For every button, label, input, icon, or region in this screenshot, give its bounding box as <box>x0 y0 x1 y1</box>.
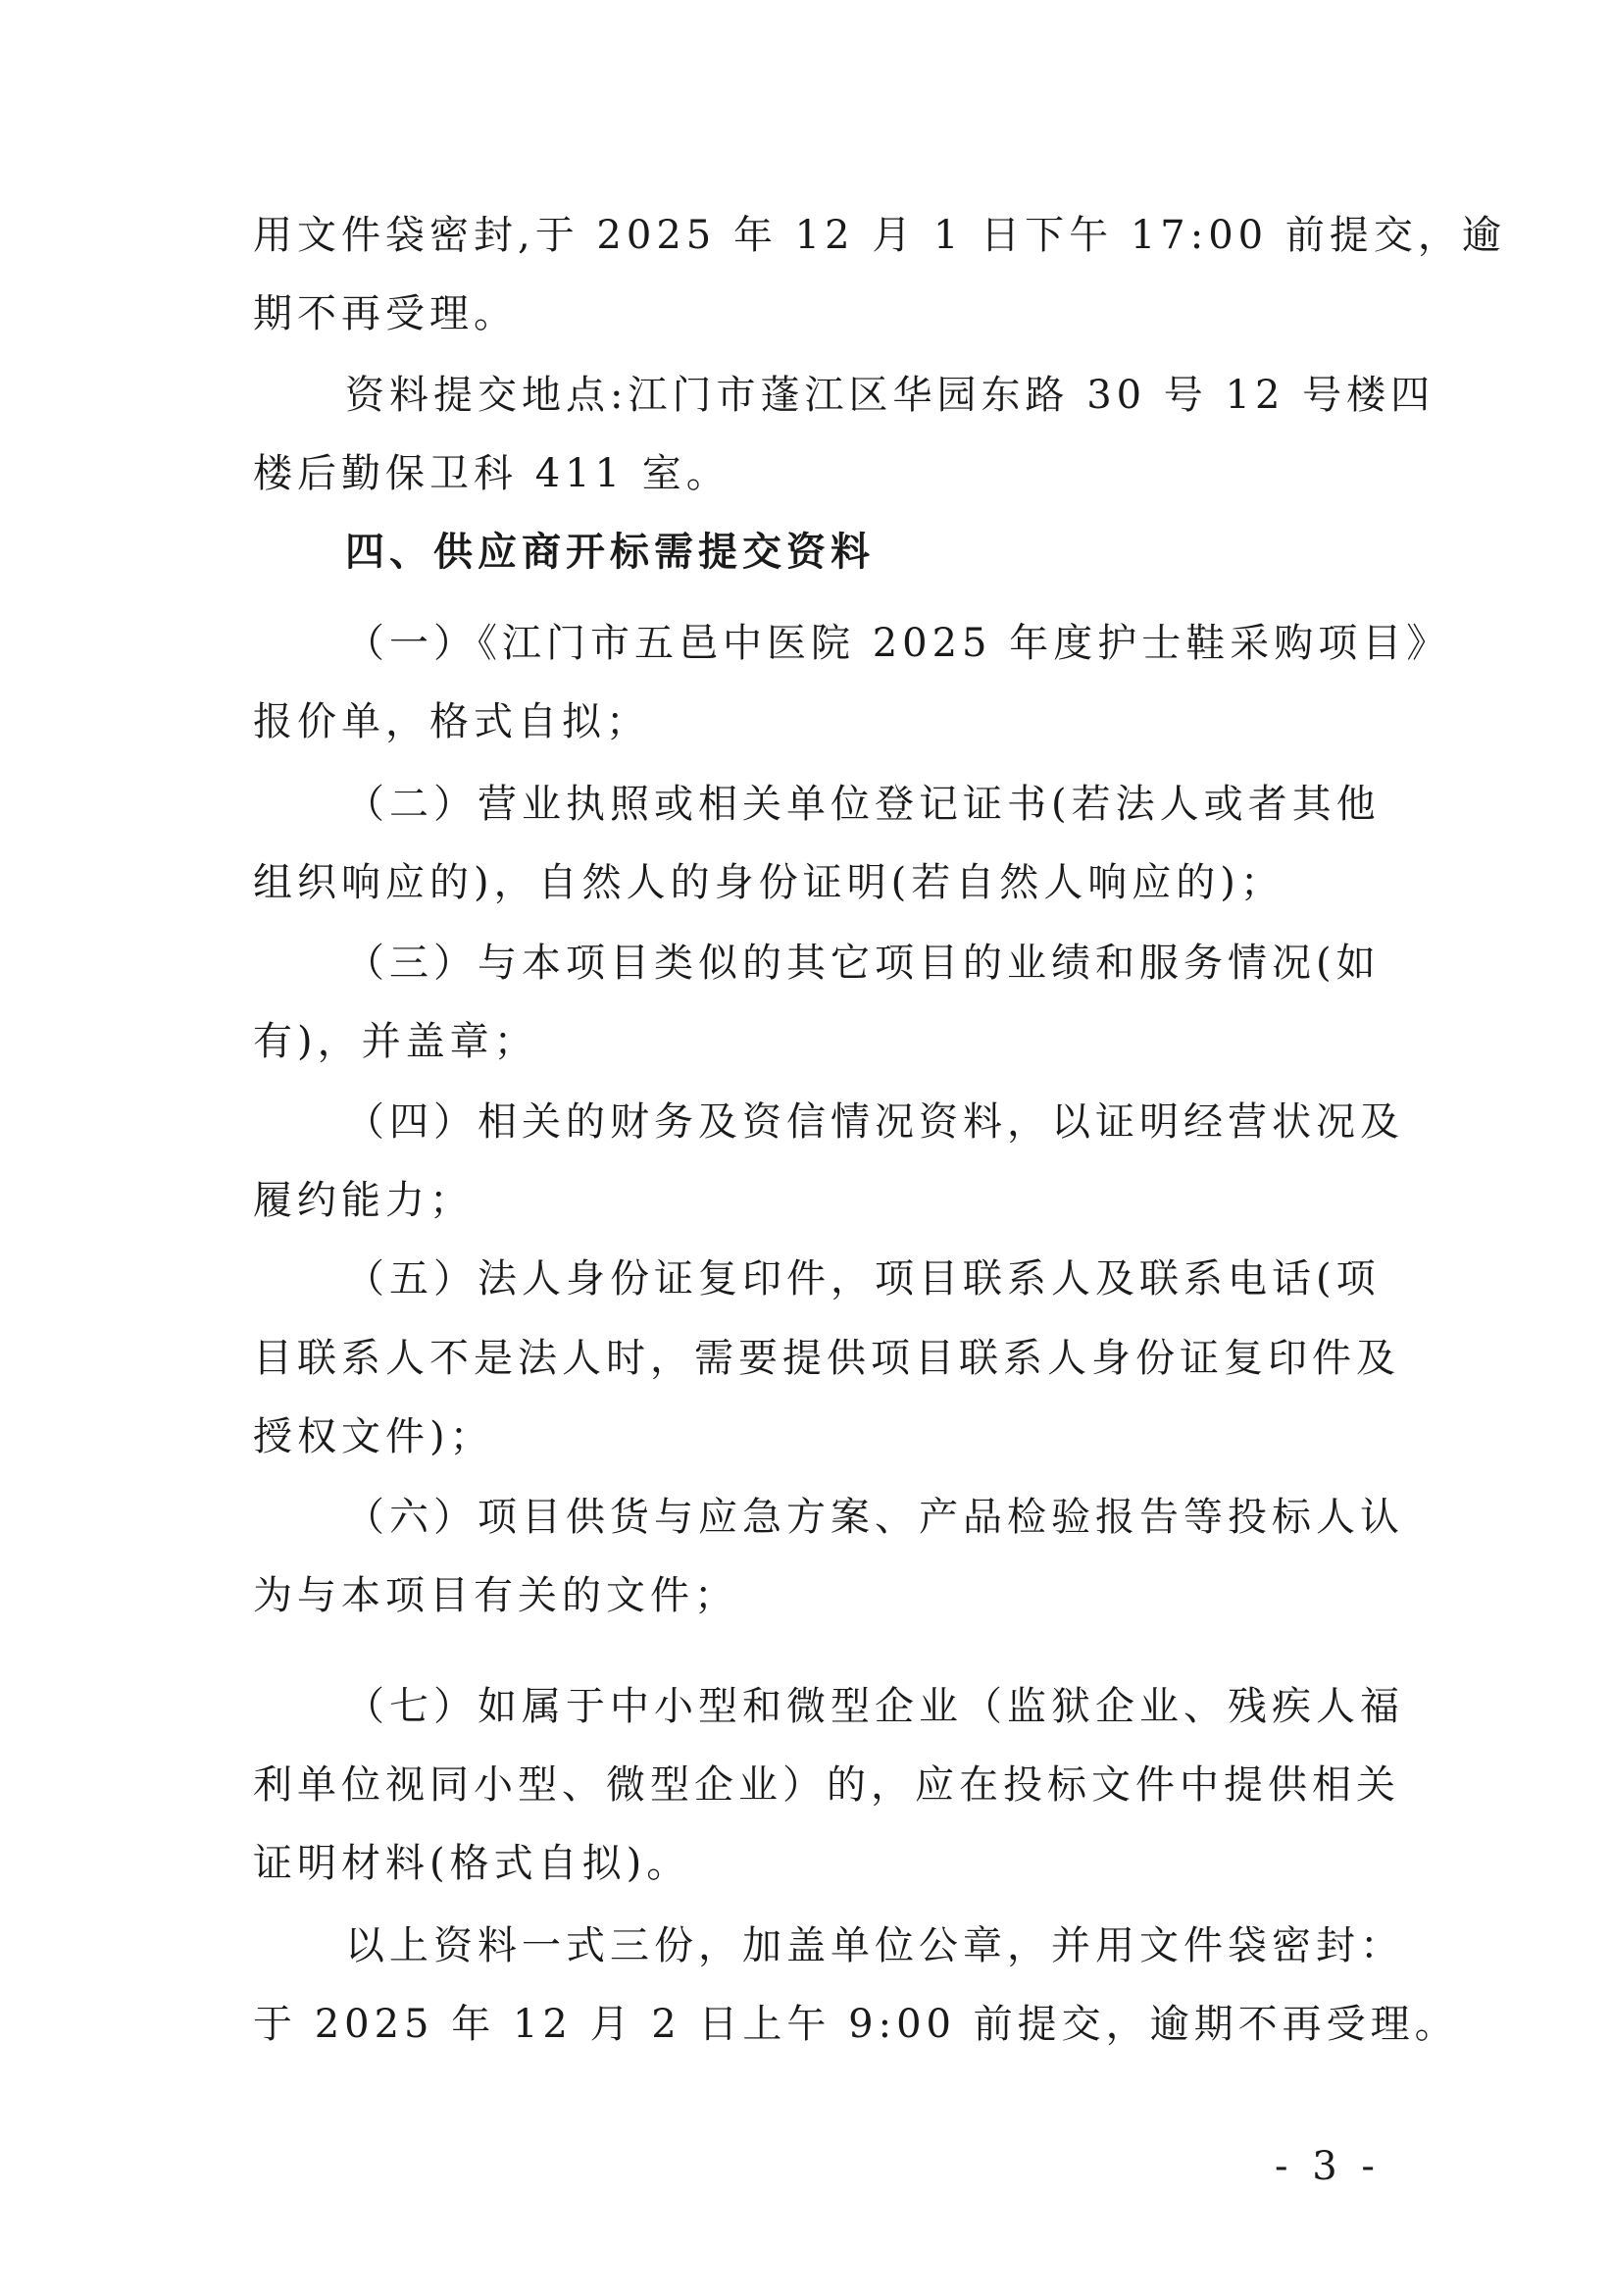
text-line: 于 2025 年 12 月 2 日上午 9:00 前提交，逾期不再受理。 <box>253 2002 1459 2047</box>
text-line: （六）项目供货与应急方案、产品检验报告等投标人认 <box>345 1495 1404 1540</box>
text-line: （二）营业执照或相关单位登记证书(若法人或者其他 <box>345 782 1381 827</box>
text-line: 楼后勤保卫科 411 室。 <box>253 451 730 496</box>
text-line: 以上资料一式三份，加盖单位公章，并用文件袋密封： <box>345 1923 1404 1968</box>
text-line: （七）如属于中小型和微型企业（监狱企业、残疾人福 <box>345 1684 1404 1729</box>
text-line: 用文件袋密封,于 2025 年 12 月 1 日下午 17:00 前提交，逾 <box>253 213 1506 258</box>
text-line: 证明材料(格式自拟)。 <box>253 1841 691 1886</box>
text-line: 履约能力； <box>253 1178 474 1223</box>
text-line: 资料提交地点:江门市蓬江区华园东路 30 号 12 号楼四 <box>345 373 1435 418</box>
text-line: 利单位视同小型、微型企业）的，应在投标文件中提供相关 <box>253 1762 1400 1808</box>
text-line: 授权文件)； <box>253 1414 494 1459</box>
text-line: （四）相关的财务及资信情况资料，以证明经营状况及 <box>345 1099 1404 1145</box>
text-line: 报价单，格式自拟； <box>253 699 650 744</box>
page-number: - 3 - <box>1275 2144 1381 2189</box>
text-line: 目联系人不是法人时，需要提供项目联系人身份证复印件及 <box>253 1336 1400 1381</box>
text-line: （五）法人身份证复印件，项目联系人及联系电话(项 <box>345 1256 1381 1301</box>
text-line: 期不再受理。 <box>253 291 518 336</box>
section-heading: 四、供应商开标需提交资料 <box>345 530 875 575</box>
text-line: （三）与本项目类似的其它项目的业绩和服务情况(如 <box>345 941 1381 986</box>
text-line: （一）《江门市五邑中医院 2025 年度护士鞋采购项目》 <box>345 621 1451 666</box>
text-line: 为与本项目有关的文件； <box>253 1573 738 1618</box>
text-line: 有)，并盖章； <box>253 1019 538 1064</box>
text-line: 组织响应的)，自然人的身份证明(若自然人响应的)； <box>253 860 1284 905</box>
